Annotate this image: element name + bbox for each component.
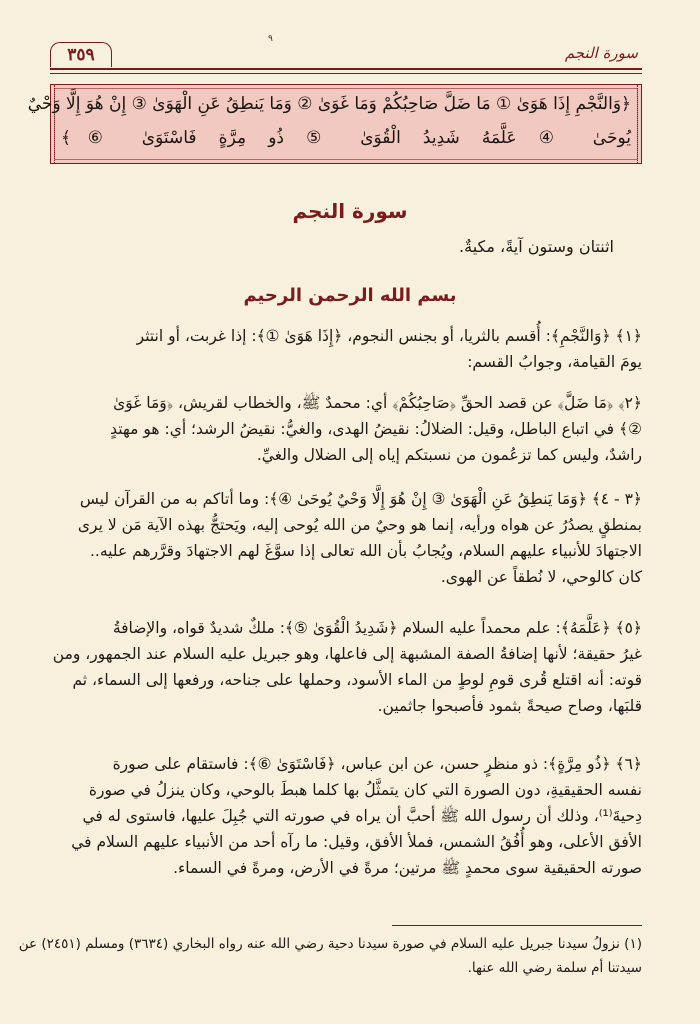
page-number: ٣٥٩: [50, 42, 112, 67]
text-line: دِحيةَ⁽¹⁾، وذلك أن رسول الله ﷺ أحبَّ أن يراه في صورته التي جُبِلَ عليها، فاستوى له في: [82, 807, 642, 825]
text-line: بمنطقٍ يصدُرُ عن هواه ورأيه، إنما هو وحيٌ من الله يُوحى إليه، ويَحتجُّ بهذه الآية مَن لا يرى: [77, 516, 642, 534]
footnote-line: (١) نزولُ سيدنا جبريل عليه السلام في صورة سيدنا دحية رضي الله عنه رواه البخاري (٣٦٣٤) ومسلم (٢٤٥١) عن: [18, 936, 642, 952]
text-line: قوته: أنه اقتلع قُرى قومِ لوطٍ من الماء الأسود، وحملها على جناحه، ورفعها إلى السماء، ثم: [72, 671, 642, 689]
page-header: [50, 40, 642, 70]
text-line: ﴿١﴾ ﴿وَالنَّجْمِ﴾: أُقسم بالثريا، أو بجنس النجوم، ﴿إِذَا هَوَىٰ ①﴾: إذا غربت، أو انتثر: [136, 327, 642, 345]
commentary-paragraph-1: [52, 323, 642, 375]
text-line: ﴿٣ - ٤﴾ ﴿وَمَا يَنطِقُ عَنِ الْهَوَىٰ ③ إِنْ هُوَ إِلَّا وَحْيٌ يُوحَىٰ ④﴾: وما أتاكم به من القرآن ليس: [79, 490, 642, 508]
text-line: صورته الحقيقية سوى محمدٍ ﷺ مرتين؛ مرةً في الأرض، ومرةً في السماء.: [173, 859, 642, 877]
text-line: نفسه الحقيقيةِ، دون الصورة التي كان يتمثَّلُ بها كلما هبطَ بالوحي، وكان ينزلُ في صورة: [88, 781, 642, 799]
text-line: الأفق الأعلى، وهو أُفُقُ الشمس، فملأ الأفق، وقيل: ما رآه أحد من الأنبياء عليهم السلام في: [71, 833, 642, 851]
header-rule: [50, 68, 642, 70]
text-line: راشدٌ، وليس كما تزعُمون من نسبتكم إياه إلى الضلال والغيِّ.: [256, 446, 642, 464]
basmala: بسم الله الرحمن الرحيم: [243, 285, 457, 306]
footnote: [18, 932, 642, 980]
box-ornament-right: [631, 85, 638, 163]
text-line: غيرُ حقيقة؛ لأنها إضافةُ الصفة المشبهة إلى فاعلها، وهو جبريل عليه السلام عند الجمهور، ومن: [52, 645, 642, 663]
text-line: قلبَها، وصاح صيحةً بثمود فأصبحوا جاثمين.: [377, 697, 642, 715]
text-line: كان كالوحي، لا نُطقاً عن الهوى.: [440, 568, 642, 586]
footnote-rule: [392, 925, 642, 926]
text-line: ﴿٢﴾ ﴿مَا ضَلَّ﴾ عن قصد الحقِّ ﴿صَاحِبُكُمْ﴾ أي: محمدٌ ﷺ، والخطاب لقريش، ﴿وَمَا غَوَىٰ: [113, 394, 642, 412]
commentary-paragraph-3: [52, 486, 642, 590]
text-line: ﴿٥﴾ ﴿عَلَّمَهُ﴾: علم محمداً عليه السلام ﴿شَدِيدُ الْقُوَىٰ ⑤﴾: ملكٌ شديدٌ قواه، والإضافةُ: [112, 619, 642, 637]
commentary-paragraph-4: [52, 615, 642, 719]
text-line: يومَ القيامة، وجوابُ القسم:: [467, 353, 642, 371]
text-line: ②﴾ في اتباع الباطل، وقيل: الضلالُ: نقيضُ الهدى، والغيُّ: نقيضُ الرشد؛ أي: هو مهتدٍ: [110, 420, 642, 438]
header-rule-thin: [50, 73, 642, 74]
quran-line-2: يُوحَىٰ ④ عَلَّمَهُ شَدِيدُ الْقُوَىٰ ⑤ ذُو مِرَّةٍ فَاسْتَوَىٰ ⑥﴾: [61, 128, 631, 148]
surah-intro: اثنتان وستون آيةً، مكيةٌ.: [459, 237, 614, 256]
top-mark: ٩: [268, 34, 273, 44]
quran-line-1: ﴿وَالنَّجْمِ إِذَا هَوَىٰ ① مَا ضَلَّ صَاحِبُكُمْ وَمَا غَوَىٰ ② وَمَا يَنطِقُ عَنِ الْهَوَىٰ ③ إِنْ هُوَ إِلَّا وَحْيٌ: [27, 94, 631, 114]
surah-title: سورة النجم: [292, 199, 408, 223]
commentary-paragraph-5: [52, 751, 642, 881]
commentary-paragraph-2: [52, 390, 642, 468]
running-surah-title: سورة النجم: [564, 44, 638, 62]
footnote-line: سيدتنا أم سلمة رضي الله عنها.: [467, 960, 642, 976]
text-line: الاجتهادَ للأنبياء عليهم السلام، ويُجابُ بأن الله تعالى إذا سوَّغَ لهم الاجتهادَ وقرَّرهم عليه..: [89, 542, 642, 560]
text-line: ﴿٦﴾ ﴿ذُو مِرَّةٍ﴾: ذو منظرٍ حسن، عن ابن عباس، ﴿فَاسْتَوَىٰ ⑥﴾: فاستقام على صورة: [112, 755, 642, 773]
quran-verses-box: [27, 84, 642, 164]
